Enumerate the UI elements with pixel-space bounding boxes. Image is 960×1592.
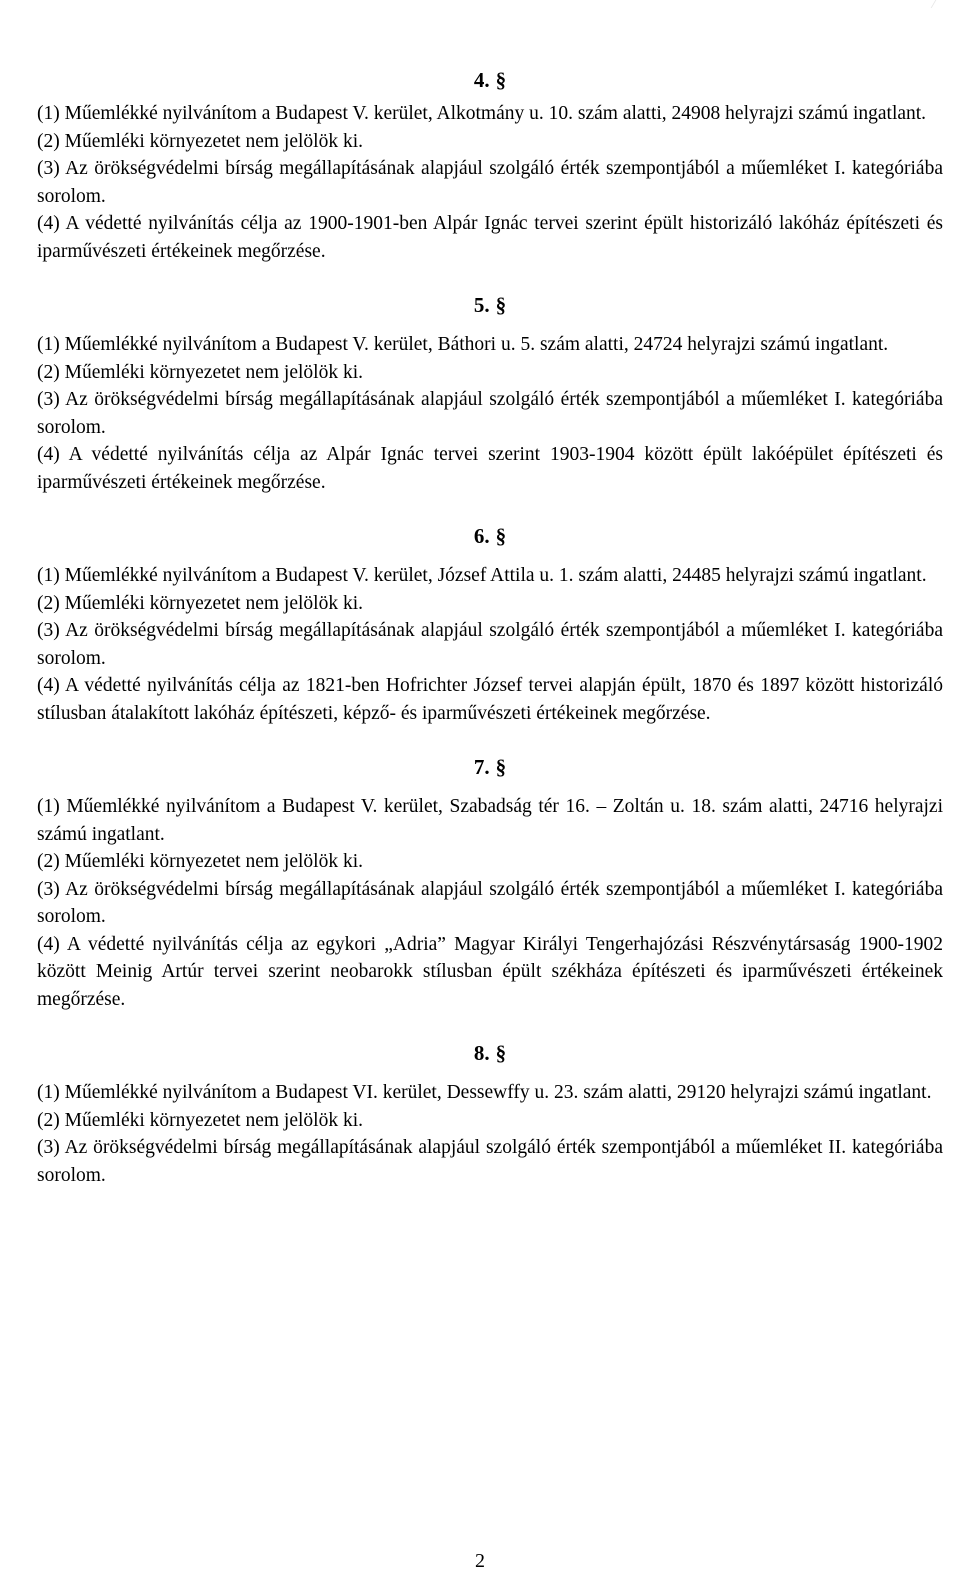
paragraph <box>37 1134 943 1189</box>
paragraph-label: (2) <box>37 130 60 152</box>
section-heading <box>37 291 943 319</box>
paragraph-text: Műemlékké nyilvánítom a Budapest V. kerület, Báthori u. 5. szám alatti, 24724 helyrajzi számú ingatlant. <box>64 334 889 355</box>
paragraph-text: Műemléki környezetet nem jelölök ki. <box>64 361 363 383</box>
section-sign: § <box>495 755 507 779</box>
paragraph-text: Műemléki környezetet nem jelölök ki. <box>64 1109 363 1131</box>
section-number: 6. <box>473 524 490 548</box>
section-heading <box>37 753 943 781</box>
paragraph <box>37 441 943 496</box>
paragraph-label: (4) <box>37 444 60 465</box>
paragraph-text: Műemlékké nyilvánítom a Budapest V. kerület, József Attila u. 1. szám alatti, 24485 helyrajzi számú ingatlant. <box>64 565 927 586</box>
paragraph-label: (3) <box>37 389 60 410</box>
paragraph-text: A védetté nyilvánítás célja az 1900-1901-ben Alpár Ignác tervei szerint épült historizáló lakóház építészeti és iparművészeti értékeinek megőrzése. <box>37 213 943 262</box>
paragraph <box>37 1079 943 1107</box>
paragraph <box>37 210 943 265</box>
paragraph-text: Az örökségvédelmi bírság megállapításának alapjául szolgáló érték szempontjából a műemléket I. kategóriába sorolom. <box>37 878 943 927</box>
paragraph-label: (1) <box>37 334 60 355</box>
paragraph <box>37 562 943 590</box>
paragraph-text: Műemléki környezetet nem jelölök ki. <box>64 592 363 614</box>
scan-corner-mark <box>921 0 937 8</box>
page-number: 2 <box>475 1550 485 1572</box>
section-sign: § <box>495 68 507 92</box>
section-number: 7. <box>473 755 490 779</box>
paragraph-label: (2) <box>37 361 60 383</box>
section-number: 5. <box>473 293 490 317</box>
paragraph-text: Az örökségvédelmi bírság megállapításának alapjául szolgáló érték szempontjából a műemléket I. kategóriába sorolom. <box>37 389 943 438</box>
paragraph <box>37 617 943 672</box>
paragraph <box>37 386 943 441</box>
paragraph-label: (1) <box>37 103 60 124</box>
section-sign: § <box>495 293 507 317</box>
section-number: 8. <box>473 1041 490 1065</box>
paragraph-text: A védetté nyilvánítás célja az Alpár Ignác tervei szerint 1903-1904 között épült lakóépület építészeti és iparművészeti értékeinek megőrzése. <box>37 444 943 493</box>
paragraph-text: Műemlékké nyilvánítom a Budapest V. kerület, Szabadság tér 16. – Zoltán u. 18. szám alatti, 24716 helyrajzi számú ingatlant. <box>37 796 944 845</box>
paragraph <box>37 931 943 1014</box>
paragraph <box>37 1107 943 1135</box>
section-8 <box>37 1039 943 1189</box>
paragraph-text: Műemléki környezetet nem jelölök ki. <box>64 130 363 152</box>
paragraph-text: A védetté nyilvánítás célja az 1821-ben Hofrichter József tervei alapján épült, 1870 és 1897 között historizáló stílusban átalakított lakóház építészeti, képző- és iparművészeti értékeinek megőrzése. <box>37 675 943 724</box>
section-heading <box>37 522 943 550</box>
paragraph-label: (1) <box>37 796 60 817</box>
paragraph-label: (2) <box>37 851 60 872</box>
paragraph-text: Az örökségvédelmi bírság megállapításának alapjául szolgáló érték szempontjából a műemléket II. kategóriába sorolom. <box>37 1137 943 1186</box>
paragraph-label: (3) <box>37 1137 60 1158</box>
paragraph <box>37 848 943 876</box>
paragraph-text: Műemléki környezetet nem jelölök ki. <box>64 851 363 872</box>
paragraph <box>37 155 943 210</box>
section-heading <box>37 66 943 94</box>
paragraph <box>37 590 943 618</box>
document-page <box>37 66 943 1189</box>
paragraph-text: Az örökségvédelmi bírság megállapításának alapjául szolgáló érték szempontjából a műemléket I. kategóriába sorolom. <box>37 620 943 669</box>
section-4 <box>37 66 943 265</box>
paragraph <box>37 128 943 156</box>
section-sign: § <box>495 1041 507 1065</box>
paragraph-label: (1) <box>37 1082 60 1103</box>
paragraph <box>37 793 943 848</box>
paragraph-label: (4) <box>37 933 60 955</box>
paragraph-text: Műemlékké nyilvánítom a Budapest VI. kerület, Dessewffy u. 23. szám alatti, 29120 helyrajzi számú ingatlant. <box>64 1082 932 1103</box>
paragraph-text: A védetté nyilvánítás célja az egykori „Adria” Magyar Királyi Tengerhajózási Részvénytársaság 1900-1902 között Meinig Artúr tervei szerint neobarokk stílusban épült székháza építészeti és iparművészeti értékeinek megőrzése. <box>37 933 943 1010</box>
section-6 <box>37 522 943 727</box>
paragraph-label: (3) <box>37 620 60 641</box>
section-5 <box>37 291 943 496</box>
section-sign: § <box>495 524 507 548</box>
paragraph-label: (1) <box>37 565 60 586</box>
paragraph-label: (4) <box>37 213 60 234</box>
paragraph <box>37 331 943 359</box>
paragraph-label: (2) <box>37 1109 60 1131</box>
paragraph <box>37 672 943 727</box>
paragraph <box>37 359 943 387</box>
paragraph-text: Az örökségvédelmi bírság megállapításának alapjául szolgáló érték szempontjából a műemléket I. kategóriába sorolom. <box>37 158 943 207</box>
paragraph-label: (3) <box>37 878 60 900</box>
paragraph-label: (3) <box>37 158 60 179</box>
paragraph-text: Műemlékké nyilvánítom a Budapest V. kerület, Alkotmány u. 10. szám alatti, 24908 helyrajzi számú ingatlant. <box>64 103 927 124</box>
paragraph-label: (2) <box>37 592 60 614</box>
section-heading <box>37 1039 943 1067</box>
paragraph <box>37 876 943 931</box>
section-7 <box>37 753 943 1013</box>
paragraph <box>37 100 943 128</box>
paragraph-label: (4) <box>37 675 60 696</box>
section-number: 4. <box>473 68 490 92</box>
